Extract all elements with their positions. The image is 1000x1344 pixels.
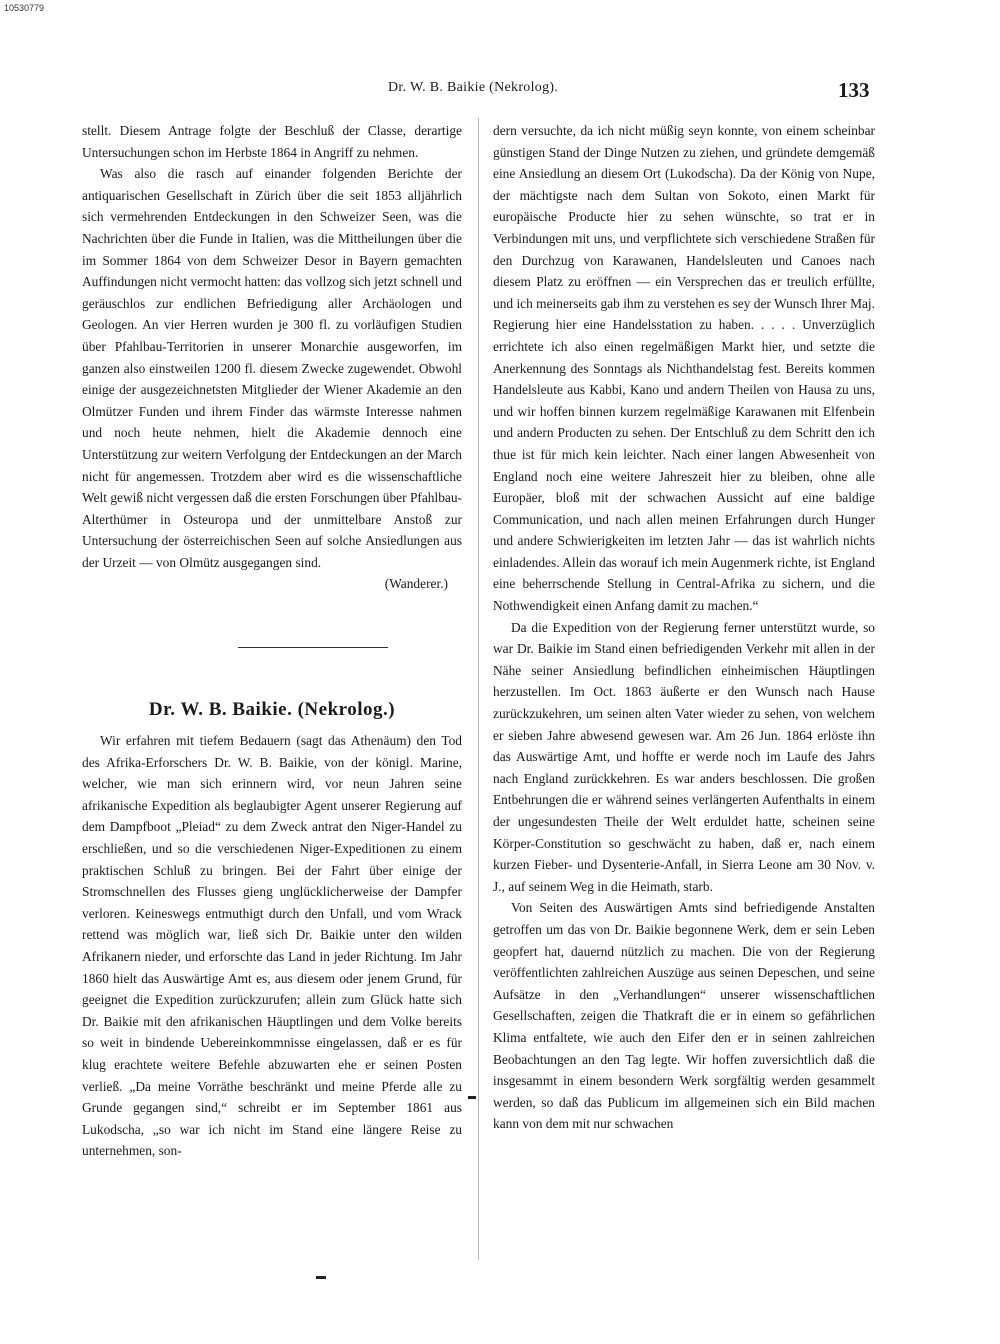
column-divider [478,118,479,1260]
paragraph: Da die Expedition von der Regierung ferner unterstützt wurde, so war Dr. Baikie im Stand einen befriedigenden Verkehr mit allen in der Nähe seiner Ansiedlung befindlichen einheimischen Häuptlingen herzustellen. Im Oct. 1863 äußerte er den Wunsch nach Hause zurückzukehren, um seinen alten Vater wieder zu sehen, von welchem er sieben Jahre abwesend gewesen war. Am 26 Jun. 1864 erlöste ihn das Auswärtige Amt, und hoffte er werde noch im Laufe des Jahrs nach England zurückkehren. Es war anders beschlossen. Die großen Entbehrungen die er während seines verlängerten Aufenthalts in einem der ungesundesten Theile der Welt erduldet hatte, scheinen seine Körper-Constitution so geschwächt zu haben, daß er, nach einem kurzen Fieber- und Dysenterie-Anfall, in Sierra Leone am 30 Nov. v. J., auf seinem Weg in die Heimath, starb. [493,619,875,894]
section-rule [238,647,388,648]
paragraph: stellt. Diesem Antrage folgte der Beschluß der Classe, derartige Untersuchungen schon im Herbste 1864 in Angriff zu nehmen. [82,123,462,160]
right-column [493,120,875,1260]
paragraph: Wir erfahren mit tiefem Bedauern (sagt das Athenäum) den Tod des Afrika-Erforschers Dr. W. B. Baikie, von der königl. Marine, welcher, wie man sich erinnern wird, vor neun Jahren seine afrikanische Expedition als beglaubigter Agent unserer Regierung auf dem Dampfboot „Pleiad“ zu dem Zweck antrat den Niger-Handel zu erschließen, und so die verschiedenen Niger-Expeditionen zu einem praktischen Schluß zu bringen. Bei der Fahrt über einige der Stromschnellen des Flusses gieng unglücklicherweise der Dampfer verloren. Keineswegs entmuthigt durch den Unfall, und vom Wrack rettend was möglich war, ließ sich Dr. Baikie unter den wilden Afrikanern nieder, und erforschte das Land in jeder Richtung. Im Jahr 1860 hielt das Auswärtige Amt es, aus diesem oder jenem Grund, für geeignet die Expedition zurückzurufen; allein zum Glück hatte sich Dr. Baikie mit den afrikanischen Häuptlingen und dem Volke bereits so weit in bindende Uebereinkommnisse eingelassen, daß er es für klug erachtete weitere Befehle abzuwarten ehe er seinen Posten verließ. „Da meine Vorräthe beschränkt und meine Pferde alle zu Grunde gegangen sind,“ schreibt er im September 1861 aus Lukodscha, „so war ich nicht im Stand eine längere Reise zu unternehmen, son- [82,733,462,1159]
paragraph: dern versuchte, da ich nicht müßig seyn konnte, von einem scheinbar günstigen Stand der Dinge Nutzen zu ziehen, und gründete demgemäß eine Ansiedlung an diesem Ort (Lukodscha). Da der König von Nupe, der mächtigste nach dem Sultan von Sokoto, einen Markt für europäische Producte hier zu sehen wünschte, so trat er in Verbindungen mit uns, und verpflichtete sich verschiedene Straßen für den Durchzug von Karawanen, Handelsleuten und Canoes nach diesem Platz zu eröffnen — ein Versprechen das er treulich erfüllte, und ich meinerseits gab ihm zu verstehen es sey der Wunsch Ihrer Maj. Regierung hier eine Handelsstation zu haben. . . . . Unverzüglich errichtete ich also einen regelmäßigen Markt hier, und setzte die Anerkennung des Sonntags als Nichthandelstag fest. Bereits kommen Handelsleute aus Kabbi, Kano und andern Theilen von Hausa zu uns, und wir hoffen binnen kurzem regelmäßige Karawanen mit Elfenbein und andern Producten zu sehen. Der Entschluß zu dem Schritt den ich thue ist für mich kein leichter. Nach einer langen Abwesenheit von England noch eine weitere Jahreszeit hier zu bleiben, ohne alle Europäer, bloß mit der schwachen Aussicht auf eine baldige Communication, und nach allen meinen Erfahrungen durch Hunger und andere Schwierigkeiten im letzten Jahr — das ist wahrlich nichts einladendes. Allein das worauf ich mein Augenmerk richte, ist England eine beherrschende Stellung in Central-Afrika zu sichern, und die Nothwendigkeit einen Anfang damit zu machen.“ [493,123,875,614]
source-signature: (Wanderer.) [384,576,448,592]
running-head: Dr. W. B. Baikie (Nekrolog). [388,80,559,95]
paragraph: Von Seiten des Auswärtigen Amts sind befriedigende Anstalten getroffen um das von Dr. Baikie begonnene Werk, dem er sein Leben geopfert hat, dauernd nützlich zu machen. Die von der Regierung veröffentlichten zahlreichen Auszüge aus seinen Depeschen, und seine Aufsätze in den „Verhandlungen“ unserer wissenschaftlichen Gesellschaften, zeigen die Thatkraft die er in einem so gefährlichen Klima entfaltete, wie auch den Eifer den er in seinen zahlreichen Beobachtungen an den Tag legte. Wir hoffen zuversichtlich daß die insgesammt in einem besondern Werk sorgfältig werden gesammelt werden, so daß das Publicum im allgemeinen sich ein Bild machen kann von dem mit nur schwachen [493,900,875,1132]
margin-mark [468,1096,476,1099]
left-column [82,120,462,1260]
paragraph: Was also die rasch auf einander folgenden Berichte der antiquarischen Gesellschaft in Zürich über die seit 1853 alljährlich sich vermehrenden Entdeckungen in den Schweizer Seen, was die Nachrichten über die Funde in Italien, was die Mittheilungen über die im Sommer 1864 von dem Schweizer Desor in Bayern gemachten Auffindungen nicht vermocht hatten: das vollzog sich jetzt schnell und geräuschlos zur endlichen Befriedigung aller Archäologen und Geologen. An vier Herren wurden je 300 fl. zu vorläufigen Studien über Pfahlbau-Territorien in unserer Monarchie ausgeworfen, im ganzen also einstweilen 1200 fl. diesem Zwecke zugewendet. Obwohl einige der ausgezeichnetsten Mitglieder der Wiener Akademie an den Olmützer Funden und ihrem Finder das wärmste Interesse nahmen und noch heute nehmen, hielt die Akademie dennoch eine Unterstützung zur weitern Verfolgung der Entdeckungen an der March nicht für angemessen. Trotzdem aber wird es die wissenschaftliche Welt gewiß nicht vergessen daß die ersten Forschungen über Pfahlbau-Alterthümer in Osteuropa und der unmittelbare Anstoß zur Untersuchung der österreichischen Seen auf solche Ansiedlungen aus der Urzeit — von Olmütz ausgegangen sind. [82,166,462,570]
obituary-title: Dr. W. B. Baikie. (Nekrolog.) [148,699,396,721]
printer-mark [316,1276,326,1279]
archive-id: 10530779 [4,3,45,13]
page-number: 133 [838,78,870,102]
